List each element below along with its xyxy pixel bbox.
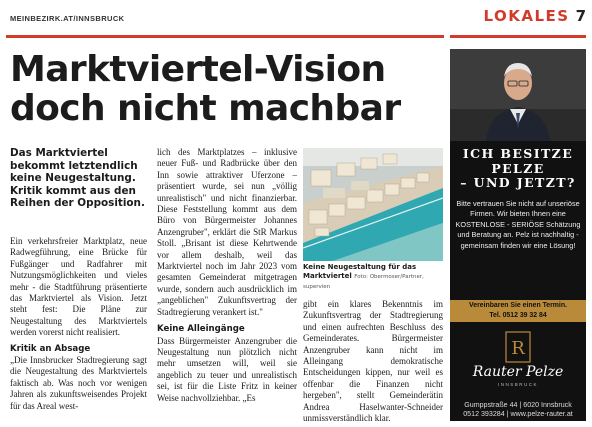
- ad-call-to-action[interactable]: Vereinbaren Sie einen Termin. Tel. 0512 39 32 84: [450, 300, 586, 322]
- ad-brand-name: Rauter Pelze: [472, 364, 564, 380]
- subheading-alleingaenge: Keine Alleingänge: [157, 324, 245, 335]
- body-text: lich des Marktplatzes – inklusive neuer Fuß- und Radbrücke über den Inn sowie attraktiver Uferzone – präsentiert wurde, sei nun „völlig unrealistisch" und nicht finanzierbar. Diese Feststellung kommt aus dem Büro von Bürgermeister Johannes Anzengruber", erklärt die StR Markus Stoll. „Brisant ist diese Kehrtwende vor allem deshalb, weil das Marktviertel noch im Jahr 2023 vom gesamten Gemeinderat mitgetragen wurde, sondern auch ausdrücklich im „angeblichen" Zukunftsvertrag der Stadtregierung verankert ist.": [157, 147, 297, 317]
- body-text: Ein verkehrsfreier Marktplatz, neue Radwegführung, eine Brücke für Fußgänger und Radfahrer mit Nutzungsmöglichkeiten und vieles mehr - die Stadtführung präsentierte das Marktviertel als Vision. Jetzt steht fest: Die Pläne zur Neugestaltung des Marktviertels werden vorerst nicht realisiert.: [10, 236, 147, 338]
- article-column-2: [157, 147, 297, 404]
- page-header: [6, 0, 586, 36]
- crest-icon: [460, 328, 576, 364]
- article-lead: Das Marktviertel bekommt letztendlich keine Neugestaltung. Kritik kommt aus den Reihen der Opposition.: [10, 147, 145, 209]
- article-headline: Marktviertel-Vision doch nicht machbar: [10, 49, 401, 129]
- marktviertel-rendering: [303, 148, 443, 261]
- section-rule: [6, 35, 444, 38]
- article-photo: [303, 148, 443, 261]
- body-text: Dass Bürgermeister Anzengruber die Neugestaltung nun plötzlich nicht mehr umsetzen will, weil sie angeblich zu teuer und unrealistisch sei, ist für die Liste Fritz in keiner Weise nachvollziehbar. „Es: [157, 335, 297, 403]
- site-url: MEINBEZIRK.AT/INNSBRUCK: [10, 14, 125, 23]
- photo-credit: Foto: Obermoser/Partner, supervien: [303, 274, 424, 290]
- ad-contact[interactable]: 0512 393284 | www.pelze-rauter.at: [463, 410, 573, 418]
- ad-phone[interactable]: Tel. 0512 39 32 84: [489, 312, 547, 319]
- article-column-3: gibt ein klares Bekenntnis im Zukunftsvertrag der Stadtregierung und einen aufrechten Beschluss des Gemeinderates. Bürgermeister Anzengruber kann nicht im Alleingang demokratische Entscheidungen kippen, nur weil es offenbar die Finanzen nicht hergeben", stellt Gemeinderätin Andrea Haselwanter-Schneider unmissverständlich klar.: [303, 299, 443, 424]
- body-text: „Die Innsbrucker Stadtregierung sagt die Neugestaltung des Marktviertels faktisch ab. Was noch vor wenigen Jahren als zukunftsweisendes Projekt für das Areal west-: [10, 355, 147, 411]
- ad-portrait: [450, 49, 586, 141]
- advertisement[interactable]: [450, 49, 586, 421]
- subheading-kritik: Kritik an Absage: [10, 343, 91, 354]
- ad-address: Gumppstraße 44 | 6020 Innsbruck 0512 393284 | www.pelze-rauter.at: [463, 401, 573, 418]
- photo-caption: Keine Neugestaltung für das Marktviertel Foto: Obermoser/Partner, supervien: [303, 263, 424, 290]
- ad-rule: [450, 35, 586, 38]
- section-label: LOKALES 7: [483, 7, 586, 25]
- ad-logo: [460, 328, 576, 398]
- svg-text:R: R: [511, 338, 525, 359]
- ad-body-text: Bitte vertrauen Sie nicht auf unseriöse Firmen. Wir bieten Ihnen eine KOSTENLOSE - SERIÖSE Schätzung und Beratung an. Pelz ist nachhaltig - gemeinsam finden wir eine Lösung!: [455, 199, 581, 250]
- ad-headline: ICH BESITZE PELZE – UND JETZT?: [460, 146, 576, 190]
- page-number: 7: [575, 7, 586, 25]
- article-column-1: [10, 236, 147, 412]
- ad-brand-location: INNSBRUCK: [497, 382, 538, 387]
